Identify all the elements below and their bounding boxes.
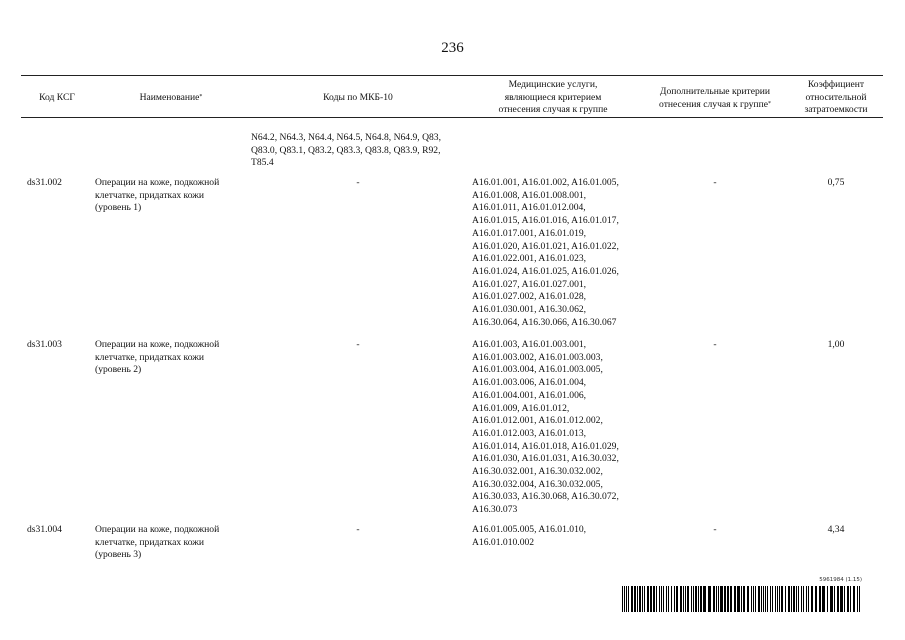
barcode-bar xyxy=(653,586,655,612)
barcode-bar xyxy=(798,586,799,612)
barcode-bar xyxy=(779,586,780,612)
row-coefficient: 4,34 xyxy=(827,524,845,535)
row-service-line: A16.01.011, A16.01.012.004, xyxy=(472,202,586,214)
barcode-bar xyxy=(656,586,657,612)
barcode-bar xyxy=(713,586,715,612)
barcode-bar xyxy=(815,586,817,612)
barcode-bar xyxy=(840,586,843,612)
row-icd-codes: - xyxy=(356,177,360,188)
row-extra-criteria: - xyxy=(713,524,717,535)
barcode-bar xyxy=(847,586,849,612)
barcode-bar xyxy=(698,586,699,612)
row-services xyxy=(472,339,619,517)
header-extra-criteria-line: Дополнительные критерии xyxy=(659,86,771,97)
row-name xyxy=(95,339,219,377)
row-service-line: A16.01.004.001, A16.01.006, xyxy=(472,389,587,401)
barcode-bar xyxy=(634,586,636,612)
row-service-line: A16.01.020, A16.01.021, A16.01.022, xyxy=(472,240,619,252)
header-name xyxy=(95,92,247,105)
header-code: Код КСГ xyxy=(39,92,75,103)
barcode-bar xyxy=(647,586,649,612)
barcode-bar xyxy=(837,586,839,612)
barcode-bar xyxy=(639,586,641,612)
barcode-bar xyxy=(770,586,771,612)
row-service-line: A16.01.015, A16.01.016, A16.01.017, xyxy=(472,215,619,227)
row-name-line: Операции на коже, подкожной xyxy=(95,177,220,188)
header-coefficient-line: относительной xyxy=(805,91,867,103)
barcode-bar xyxy=(685,586,686,612)
table-header-rule xyxy=(21,117,883,118)
row-service-line: A16.01.003.002, A16.01.003.003, xyxy=(472,351,603,363)
barcode-bar xyxy=(624,586,625,612)
row-service-line: A16.30.073 xyxy=(472,504,518,516)
row-service-line: A16.01.003, A16.01.003.001, xyxy=(472,339,587,350)
row-icd-codes: - xyxy=(356,339,360,350)
barcode-bar xyxy=(663,586,664,612)
barcode-bar xyxy=(628,586,629,612)
row-name-line: (уровень 1) xyxy=(95,202,142,214)
barcode-bar xyxy=(747,586,749,612)
row-name-line: (уровень 3) xyxy=(95,549,142,561)
header-name-footnote-mark: * xyxy=(199,94,203,100)
header-coefficient-line: Коэффициент xyxy=(807,79,865,90)
continuation-icd-line: N64.2, N64.3, N64.4, N64.5, N64.8, N64.9, Q83, xyxy=(251,132,442,143)
header-extra-criteria-line: отнесения случая к группе* xyxy=(659,98,771,110)
row-service-line: A16.30.064, A16.30.066, A16.30.067 xyxy=(472,316,617,328)
barcode-bar xyxy=(755,586,756,612)
row-service-line: A16.01.001, A16.01.002, A16.01.005, xyxy=(472,177,619,188)
header-services-line: являющиеся критерием xyxy=(504,91,602,103)
row-service-line: A16.01.012.003, A16.01.013, xyxy=(472,427,587,439)
barcode-bar xyxy=(644,586,645,612)
barcode-bar xyxy=(827,586,828,612)
barcode-bar xyxy=(700,586,702,612)
row-service-line: A16.01.009, A16.01.012, xyxy=(472,402,570,414)
barcode-bar xyxy=(758,586,760,612)
header-extra-criteria xyxy=(640,86,790,111)
row-name-line: клетчатке, придатках кожи xyxy=(95,536,205,548)
barcode-bar xyxy=(803,586,804,612)
row-name xyxy=(95,524,219,562)
row-service-line: A16.01.012.001, A16.01.012.002, xyxy=(472,415,603,427)
barcode-bars xyxy=(622,586,862,612)
barcode-bar xyxy=(671,586,672,612)
row-service-line: A16.01.014, A16.01.018, A16.01.029, xyxy=(472,440,619,452)
barcode-bar xyxy=(853,586,855,612)
barcode-bar xyxy=(687,586,689,612)
header-services xyxy=(470,79,636,117)
table-top-rule xyxy=(21,75,883,76)
header-extra-footnote-mark: * xyxy=(767,100,771,107)
barcode-bar xyxy=(772,586,773,612)
continuation-icd-line: Q83.0, Q83.1, Q83.2, Q83.3, Q83.8, Q83.9, R92, xyxy=(251,144,441,156)
barcode-bar xyxy=(751,586,752,612)
barcode-bar xyxy=(676,586,678,612)
barcode-bar xyxy=(781,586,783,612)
row-service-line: A16.01.027, A16.01.027.001, xyxy=(472,278,587,290)
row-code: ds31.002 xyxy=(27,177,62,188)
barcode-bar xyxy=(730,586,732,612)
page-number: 236 xyxy=(441,40,464,56)
barcode-bar xyxy=(844,586,845,612)
barcode-bar xyxy=(727,586,729,612)
barcode-bar xyxy=(693,586,694,612)
row-icd-codes: - xyxy=(356,524,360,535)
row-service-line: A16.01.005.005, A16.01.010, xyxy=(472,524,587,535)
row-service-line: A16.01.008, A16.01.008.001, xyxy=(472,189,587,201)
row-services xyxy=(472,524,586,549)
barcode-bar xyxy=(822,586,825,612)
barcode-bar xyxy=(703,586,706,612)
barcode-bar xyxy=(741,586,742,612)
barcode-bar xyxy=(661,586,662,612)
barcode-bar xyxy=(720,586,723,612)
barcode-bar xyxy=(622,586,623,612)
barcode-bar xyxy=(801,586,802,612)
barcode-bar xyxy=(788,586,790,612)
barcode-bar xyxy=(761,586,762,612)
barcode-bar xyxy=(796,586,797,612)
barcode-bar xyxy=(626,586,627,612)
barcode-bar xyxy=(659,586,660,612)
barcode-bar xyxy=(819,586,821,612)
barcode-bar xyxy=(808,586,809,612)
barcode-bar xyxy=(718,586,719,612)
row-name-line: клетчатке, придатках кожи xyxy=(95,189,205,201)
row-service-line: A16.01.010.002 xyxy=(472,536,535,548)
barcode-bar xyxy=(811,586,813,612)
barcode-bar xyxy=(674,586,675,612)
barcode-bar xyxy=(650,586,652,612)
document-barcode xyxy=(622,577,862,613)
header-coefficient xyxy=(790,79,882,117)
barcode-bar xyxy=(775,586,776,612)
row-code: ds31.003 xyxy=(27,339,62,350)
barcode-bar xyxy=(642,586,643,612)
barcode-bar xyxy=(743,586,745,612)
barcode-bar xyxy=(850,586,851,612)
barcode-bar xyxy=(716,586,717,612)
row-service-line: A16.01.003.004, A16.01.003.005, xyxy=(472,364,603,376)
barcode-bar xyxy=(695,586,697,612)
barcode-bar xyxy=(683,586,684,612)
header-name-label: Наименование xyxy=(139,92,200,103)
row-service-line: A16.30.032.001, A16.30.032.002, xyxy=(472,466,603,478)
barcode-bar xyxy=(753,586,754,612)
barcode-bar xyxy=(708,586,711,612)
row-service-line: A16.01.030, A16.01.031, A16.30.032, xyxy=(472,453,619,465)
row-services xyxy=(472,177,619,329)
continuation-icd-line: T85.4 xyxy=(251,157,274,169)
header-icd-codes: Коды по МКБ-10 xyxy=(323,92,393,103)
row-service-line: A16.30.033, A16.30.068, A16.30.072, xyxy=(472,491,619,503)
barcode-bar xyxy=(631,586,633,612)
row-coefficient: 1,00 xyxy=(827,339,845,350)
row-name-line: (уровень 2) xyxy=(95,364,142,376)
row-service-line: A16.01.024, A16.01.025, A16.01.026, xyxy=(472,265,619,277)
row-name xyxy=(95,177,219,215)
barcode-caption: 5961984 (1.15) xyxy=(819,577,862,583)
row-service-line: A16.01.003.006, A16.01.004, xyxy=(472,377,587,389)
row-service-line: A16.01.017.001, A16.01.019, xyxy=(472,227,587,239)
header-services-line: отнесения случая к группе xyxy=(498,104,608,116)
barcode-bar xyxy=(734,586,736,612)
row-name-line: клетчатке, придатках кожи xyxy=(95,351,205,363)
row-name-line: Операции на коже, подкожной xyxy=(95,339,220,350)
barcode-bar xyxy=(680,586,682,612)
row-service-line: A16.01.030.001, A16.30.062, xyxy=(472,304,587,316)
barcode-bar xyxy=(668,586,669,612)
row-extra-criteria: - xyxy=(713,177,717,188)
barcode-bar xyxy=(830,586,833,612)
header-coefficient-line: затратоемкости xyxy=(804,104,868,116)
barcode-bar xyxy=(857,586,858,612)
continuation-icd-codes xyxy=(251,132,441,170)
row-service-line: A16.30.032.004, A16.30.032.005, xyxy=(472,478,603,490)
row-name-line: Операции на коже, подкожной xyxy=(95,524,220,535)
barcode-bar xyxy=(859,586,860,612)
row-extra-criteria: - xyxy=(713,339,717,350)
barcode-bar xyxy=(806,586,807,612)
barcode-bar xyxy=(691,586,692,612)
row-service-line: A16.01.022.001, A16.01.023, xyxy=(472,253,587,265)
row-service-line: A16.01.027.002, A16.01.028, xyxy=(472,291,587,303)
barcode-bar xyxy=(763,586,764,612)
header-services-line: Медицинские услуги, xyxy=(508,79,598,90)
barcode-bar xyxy=(785,586,786,612)
barcode-bar xyxy=(834,586,835,612)
barcode-bar xyxy=(765,586,766,612)
barcode-bar xyxy=(637,586,638,612)
barcode-bar xyxy=(737,586,740,612)
row-code: ds31.004 xyxy=(27,524,62,535)
barcode-bar xyxy=(793,586,795,612)
barcode-bar xyxy=(791,586,792,612)
barcode-bar xyxy=(666,586,667,612)
barcode-bar xyxy=(767,586,768,612)
row-coefficient: 0,75 xyxy=(827,177,845,188)
barcode-bar xyxy=(724,586,726,612)
barcode-bar xyxy=(777,586,778,612)
